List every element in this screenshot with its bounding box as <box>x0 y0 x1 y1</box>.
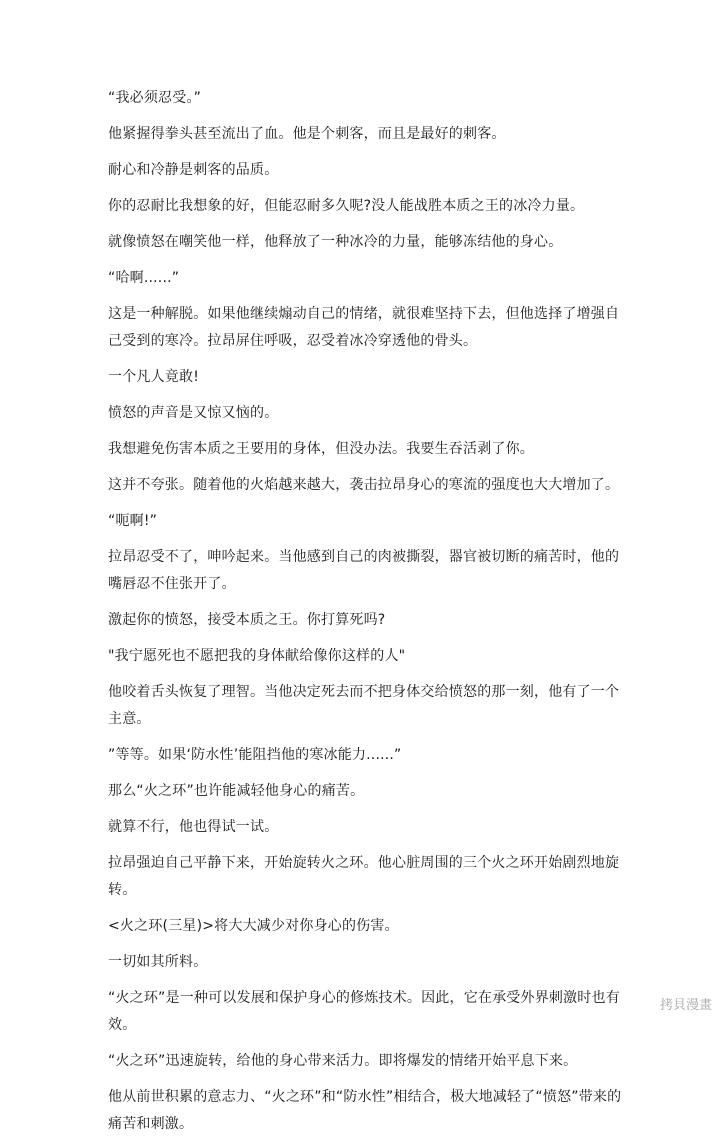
paragraph: “我必须忍受。” <box>108 90 202 106</box>
paragraph: 他从前世积累的意志力、“火之环”和“防水性”相结合，极大地减轻了“愤怒”带来的痛苦和刺激。 <box>108 1089 622 1132</box>
paragraph: “呃啊!” <box>108 513 158 529</box>
paragraph: 耐心和冷静是刺客的品质。 <box>108 162 279 178</box>
paragraph: 就像愤怒在嘲笑他一样，他释放了一种冰冷的力量，能够冻结他的身心。 <box>108 234 563 250</box>
paragraph: 拉昂强迫自己平静下来，开始旋转火之环。他心脏周围的三个火之环开始剧烈地旋转。 <box>108 855 620 898</box>
watermark-logo: 拷貝漫畫 <box>659 998 712 1013</box>
paragraph: ”等等。如果‘防水性’能阻挡他的寒冰能力......” <box>108 747 402 763</box>
paragraph: “火之环”迅速旋转，给他的身心带来活力。即将爆发的情绪开始平息下来。 <box>108 1053 578 1069</box>
paragraph: 这是一种解脱。如果他继续煽动自己的情绪，就很难坚持下去，但他选择了增强自己受到的寒冷。拉昂屏住呼吸，忍受着冰冷穿透他的骨头。 <box>108 306 620 349</box>
paragraph: “哈啊......” <box>108 270 180 286</box>
paragraph: <火之环(三星)>将大大减少对你身心的伤害。 <box>108 918 399 934</box>
paragraph: 你的忍耐比我想象的好，但能忍耐多久呢?没人能战胜本质之王的冰冷力量。 <box>108 198 585 214</box>
paragraph: 拉昂忍受不了，呻吟起来。当他感到自己的肉被撕裂，器官被切断的痛苦时，他的嘴唇忍不住张开了。 <box>108 549 620 592</box>
paragraph: “火之环”是一种可以发展和保护身心的修炼技术。因此，它在承受外界刺激时也有效。 <box>108 990 620 1033</box>
paragraph: 那么“火之环”也许能减轻他身心的痛苦。 <box>108 783 365 799</box>
paragraph: 愤怒的声音是又惊又恼的。 <box>108 405 279 421</box>
paragraph: 激起你的愤怒，接受本质之王。你打算死吗? <box>108 612 386 628</box>
text-body <box>108 85 628 1147</box>
paragraph: 我想避免伤害本质之王要用的身体，但没办法。我要生吞活剥了你。 <box>108 441 534 457</box>
paragraph: 他咬着舌头恢复了理智。当他决定死去而不把身体交给愤怒的那一刻，他有了一个主意。 <box>108 684 620 727</box>
paragraph: 一个凡人竟敢! <box>108 369 200 385</box>
paragraph: 他紧握得拳头甚至流出了血。他是个刺客，而且是最好的刺客。 <box>108 126 506 142</box>
paragraph: 这并不夸张。随着他的火焰越来越大，袭击拉昂身心的寒流的强度也大大增加了。 <box>108 477 620 493</box>
paragraph: 就算不行，他也得试一试。 <box>108 819 279 835</box>
paragraph: 一切如其所料。 <box>108 954 208 970</box>
paragraph: "我宁愿死也不愿把我的身体献给像你这样的人" <box>108 648 406 664</box>
